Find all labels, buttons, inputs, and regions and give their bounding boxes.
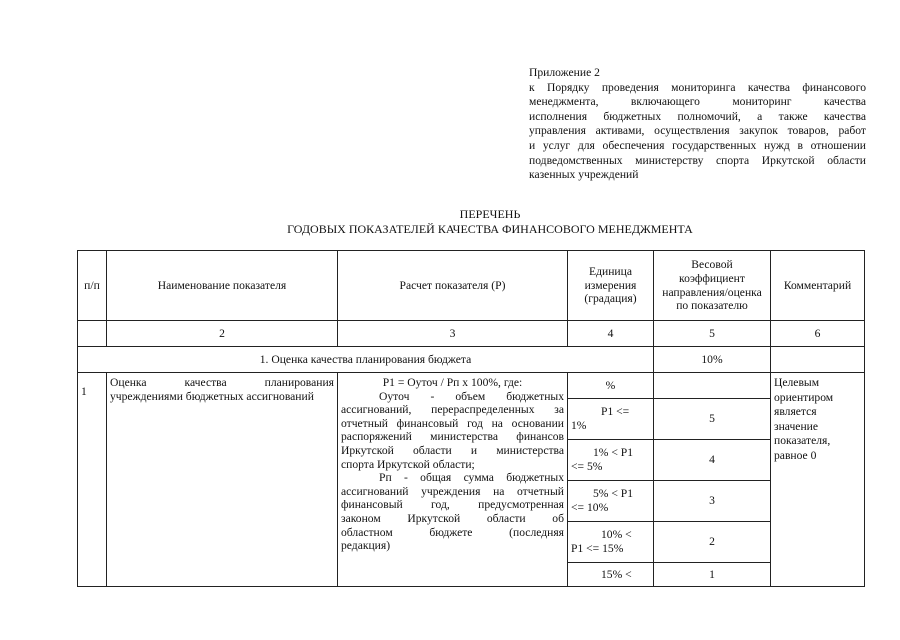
header-num: п/п xyxy=(78,251,107,321)
column-number: 4 xyxy=(568,321,654,347)
column-number-empty xyxy=(78,321,107,347)
grade-score: 5 xyxy=(654,399,771,440)
calc-line: отчетный финансовый год на основании xyxy=(341,416,564,430)
grade-range-line: P1 <= 15% xyxy=(571,542,624,555)
document-heading xyxy=(0,207,900,236)
grade-score: 4 xyxy=(654,440,771,481)
header-name: Наименование показателя xyxy=(107,251,338,321)
grade-range-line: 1% < P1 xyxy=(593,446,634,460)
grade-range xyxy=(568,522,654,563)
column-number: 6 xyxy=(771,321,865,347)
table-row xyxy=(78,373,865,399)
annex-title: Приложение 2 xyxy=(529,66,600,79)
grade-range xyxy=(568,440,654,481)
calc-line: Иркутской области и министерства xyxy=(341,443,564,457)
annex-line: управления активами, осуществления закупок товаров, работ xyxy=(529,124,866,138)
header-weight-line: направления/оценка xyxy=(662,285,762,299)
calc-line: спорта Иркутской области; xyxy=(341,457,475,471)
grade-score: 3 xyxy=(654,481,771,522)
annex-block xyxy=(529,66,866,183)
calc-line: финансовый год, предусмотренная xyxy=(341,498,564,512)
column-number-row xyxy=(78,321,865,347)
annex-line: к Порядку проведения мониторинга качества финансового xyxy=(529,80,866,94)
grade-score: 1 xyxy=(654,563,771,587)
calc-line: областном бюджете (последняя xyxy=(341,525,564,539)
annex-line: казенных учреждений xyxy=(529,168,639,182)
grade-range xyxy=(568,481,654,522)
annex-line: и услуг для обеспечения государственных нужд в отношении xyxy=(529,138,866,152)
header-weight-line: по показателю xyxy=(676,299,748,313)
heading-line-2: ГОДОВЫХ ПОКАЗАТЕЛЕЙ КАЧЕСТВА ФИНАНСОВОГО МЕНЕДЖМЕНТА xyxy=(287,221,693,236)
calc-formula: P1 = Оуточ / Pп x 100%, где: xyxy=(382,376,523,389)
table-header-row xyxy=(78,251,865,321)
grade-score: 2 xyxy=(654,522,771,563)
grade-range-line: P1 <= xyxy=(601,405,630,419)
section-empty xyxy=(771,347,865,373)
header-unit xyxy=(568,251,654,321)
heading-line-1: ПЕРЕЧЕНЬ xyxy=(459,207,521,221)
header-weight-line: Весовой xyxy=(691,258,733,272)
annex-line: подведомственных министерству спорта Иркутской области xyxy=(529,153,866,167)
section-row xyxy=(78,347,865,373)
calc-line: редакция) xyxy=(341,539,391,553)
header-unit-line: измерения xyxy=(584,278,637,292)
header-calc: Расчет показателя (P) xyxy=(338,251,568,321)
section-weight: 10% xyxy=(654,347,771,373)
header-weight-line: коэффициент xyxy=(679,271,745,285)
header-unit-line: Единица xyxy=(589,265,632,279)
calc-line: ассигнований учреждения на отчетный xyxy=(341,484,564,498)
weight-empty xyxy=(654,373,771,399)
grade-range-line: 10% < xyxy=(601,528,632,542)
grade-range-line: 1% xyxy=(571,419,587,432)
indicator-name: Оценка качества планирования учреждениями бюджетных ассигнований xyxy=(107,373,338,587)
comment-cell: Целевым ориентиром является значение показателя, равное 0 xyxy=(771,373,865,587)
header-weight xyxy=(654,251,771,321)
calculation-cell xyxy=(338,373,568,587)
grade-range-line: <= 5% xyxy=(571,460,603,473)
header-unit-line: (градация) xyxy=(584,292,637,306)
row-number: 1 xyxy=(78,373,107,587)
grade-range-line: 5% < P1 xyxy=(593,487,634,501)
calc-line: законом Иркутской области об xyxy=(341,511,564,525)
grade-range xyxy=(568,563,654,587)
grade-range-line: <= 10% xyxy=(571,501,609,514)
unit-value: % xyxy=(568,373,654,399)
annex-line: исполнения бюджетных полномочий, а также качества xyxy=(529,109,866,123)
column-number: 3 xyxy=(338,321,568,347)
calc-line: ассигнований, перераспределенных за xyxy=(341,403,564,417)
header-comment: Комментарий xyxy=(771,251,865,321)
calc-line: Оуточ - объем бюджетных xyxy=(379,389,564,403)
indicators-table xyxy=(77,250,865,587)
calc-line: Pп - общая сумма бюджетных xyxy=(379,471,564,485)
column-number: 2 xyxy=(107,321,338,347)
grade-range-line: 15% < xyxy=(601,567,632,581)
calc-line: распоряжений министерства финансов xyxy=(341,430,564,444)
grade-range xyxy=(568,399,654,440)
column-number: 5 xyxy=(654,321,771,347)
section-title: 1. Оценка качества планирования бюджета xyxy=(78,347,654,373)
annex-line: менеджмента, включающего мониторинг качества xyxy=(529,95,866,109)
